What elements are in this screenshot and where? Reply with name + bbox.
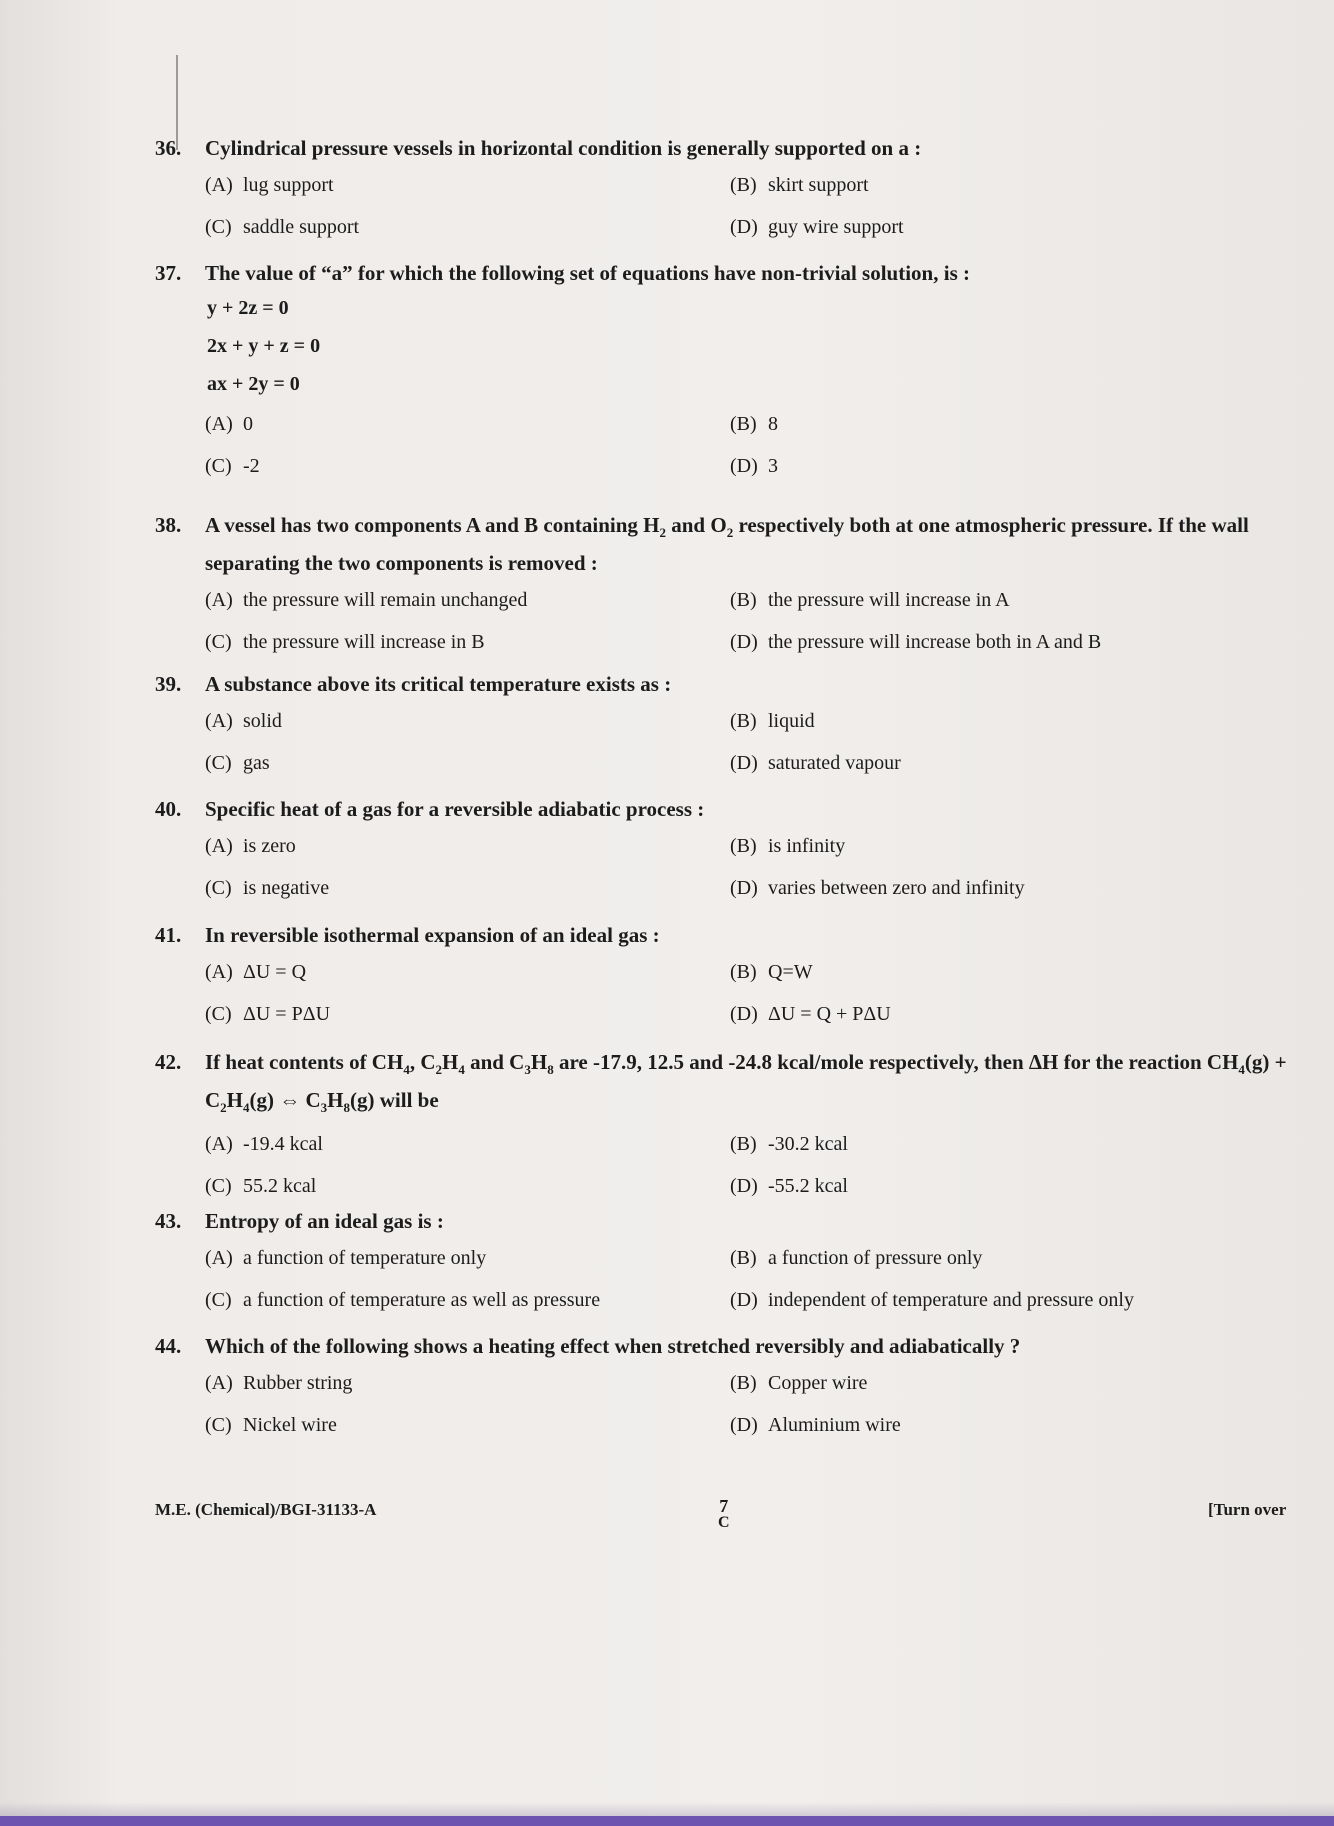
option-b: (B) liquid <box>730 710 815 732</box>
equation: y + 2z = 0 <box>207 297 289 319</box>
options-row <box>155 700 1305 742</box>
option-a: (A) is zero <box>205 835 296 857</box>
options-row <box>155 579 1305 621</box>
question-stem <box>155 1331 1305 1362</box>
option-c: (C) ΔU = PΔU <box>205 1003 331 1025</box>
option-b: (B) the pressure will increase in A <box>730 589 1010 612</box>
question-stem <box>155 1206 1305 1237</box>
question-stem <box>155 133 1305 164</box>
question-stem <box>155 510 1305 579</box>
question-stem <box>155 1047 1305 1123</box>
options-row <box>155 1279 1305 1321</box>
question-number: 39. <box>155 672 182 696</box>
question-text: In reversible isothermal expansion of an ideal gas : <box>205 923 660 947</box>
option-d: (D) independent of temperature and pressure only <box>730 1289 1134 1311</box>
equation: ax + 2y = 0 <box>207 373 300 395</box>
option-c: (C) Nickel wire <box>205 1414 337 1436</box>
option-d: (D) varies between zero and infinity <box>730 877 1025 899</box>
option-c: (C) saddle support <box>205 216 360 238</box>
options-row <box>155 1362 1305 1404</box>
options-row <box>155 951 1305 993</box>
option-c: (C) is negative <box>205 877 330 899</box>
question-text: Entropy of an ideal gas is : <box>205 1209 444 1233</box>
option-a: (A) -19.4 kcal <box>205 1133 323 1156</box>
option-b: (B) Q=W <box>730 961 813 983</box>
question-37 <box>155 258 1305 487</box>
options-row <box>155 1123 1305 1165</box>
question-text: A vessel has two components A and B containing $H_2$ and $O_2$ respectively both at one atmospheric pressure. If the wall separating the two components is removed : <box>205 513 1249 576</box>
question-39 <box>155 669 1305 784</box>
question-number: 37. <box>155 261 182 285</box>
option-d: (D) Aluminium wire <box>730 1414 901 1436</box>
option-a: (A) solid <box>205 710 282 732</box>
options-row <box>155 993 1305 1035</box>
option-a: (A) lug support <box>205 174 334 196</box>
option-a: (A) the pressure will remain unchanged <box>205 589 528 612</box>
option-d: (D) ΔU = Q + PΔU <box>730 1003 891 1025</box>
question-number: 36. <box>155 136 182 160</box>
question-text: Which of the following shows a heating effect when stretched reversibly and adiabatically ? <box>205 1334 1021 1358</box>
question-43 <box>155 1206 1305 1321</box>
question-number: 43. <box>155 1209 182 1233</box>
question-40 <box>155 794 1305 909</box>
options-row <box>155 1404 1305 1446</box>
question-text: A substance above its critical temperature exists as : <box>205 672 672 696</box>
option-b: (B) a function of pressure only <box>730 1247 983 1269</box>
option-d: (D) 3 <box>730 455 778 477</box>
options-row <box>155 1165 1305 1207</box>
option-b: (B) 8 <box>730 413 778 435</box>
option-d: (D) saturated vapour <box>730 752 901 774</box>
question-stem <box>155 794 1305 825</box>
question-number: 38. <box>155 513 182 537</box>
page-mark: C <box>718 1514 730 1531</box>
option-c: (C) 55.2 kcal <box>205 1175 317 1198</box>
question-41 <box>155 920 1305 1035</box>
option-d: (D) guy wire support <box>730 216 904 238</box>
option-c: (C) a function of temperature as well as pressure <box>205 1289 601 1311</box>
question-stem <box>155 669 1305 700</box>
option-b: (B) -30.2 kcal <box>730 1133 848 1156</box>
options-row <box>155 164 1305 206</box>
question-text: If heat contents of $CH_4$, $C_2H_4$ and $C_3H_8$ are -17.9, 12.5 and -24.8 kcal/mole respectively, then ΔH for the reaction $CH_4(g) + C_2H_4(g)$ ⇔ $C_3H_8(g)$ will be <box>205 1050 1287 1116</box>
option-b: (B) Copper wire <box>730 1372 868 1394</box>
question-36 <box>155 133 1305 248</box>
question-stem <box>155 258 1305 289</box>
scan-border-strip <box>0 1816 1334 1826</box>
option-d: (D) -55.2 kcal <box>730 1175 848 1198</box>
options-row <box>155 403 1305 445</box>
options-row <box>155 742 1305 784</box>
turn-over-note: [Turn over <box>1208 1500 1287 1519</box>
options-row <box>155 867 1305 909</box>
question-text: The value of “a” for which the following set of equations have non-trivial solution, is : <box>205 261 970 285</box>
question-number: 41. <box>155 923 182 947</box>
question-42 <box>155 1047 1305 1207</box>
question-number: 40. <box>155 797 182 821</box>
question-number: 44. <box>155 1334 182 1358</box>
question-44 <box>155 1331 1305 1446</box>
question-text: Cylindrical pressure vessels in horizontal condition is generally supported on a : <box>205 136 922 160</box>
option-b: (B) is infinity <box>730 835 846 857</box>
options-row <box>155 1237 1305 1279</box>
question-number: 42. <box>155 1050 182 1074</box>
options-row <box>155 621 1305 663</box>
paper-code: M.E. (Chemical)/BGI-31133-A <box>155 1500 377 1519</box>
options-row <box>155 445 1305 487</box>
option-c: (C) -2 <box>205 455 260 477</box>
option-a: (A) 0 <box>205 413 253 435</box>
option-a: (A) ΔU = Q <box>205 961 307 983</box>
option-d: (D) the pressure will increase both in A and B <box>730 631 1102 654</box>
equation: 2x + y + z = 0 <box>207 335 321 357</box>
option-a: (A) a function of temperature only <box>205 1247 487 1269</box>
question-stem <box>155 920 1305 951</box>
options-row <box>155 825 1305 867</box>
page-number: 7 C <box>718 1496 730 1531</box>
option-c: (C) gas <box>205 752 270 774</box>
option-b: (B) skirt support <box>730 174 869 196</box>
options-row <box>155 206 1305 248</box>
question-38 <box>155 510 1305 663</box>
option-c: (C) the pressure will increase in B <box>205 631 485 654</box>
option-a: (A) Rubber string <box>205 1372 353 1394</box>
scan-shadow <box>0 1802 1334 1816</box>
question-text: Specific heat of a gas for a reversible adiabatic process : <box>205 797 705 821</box>
